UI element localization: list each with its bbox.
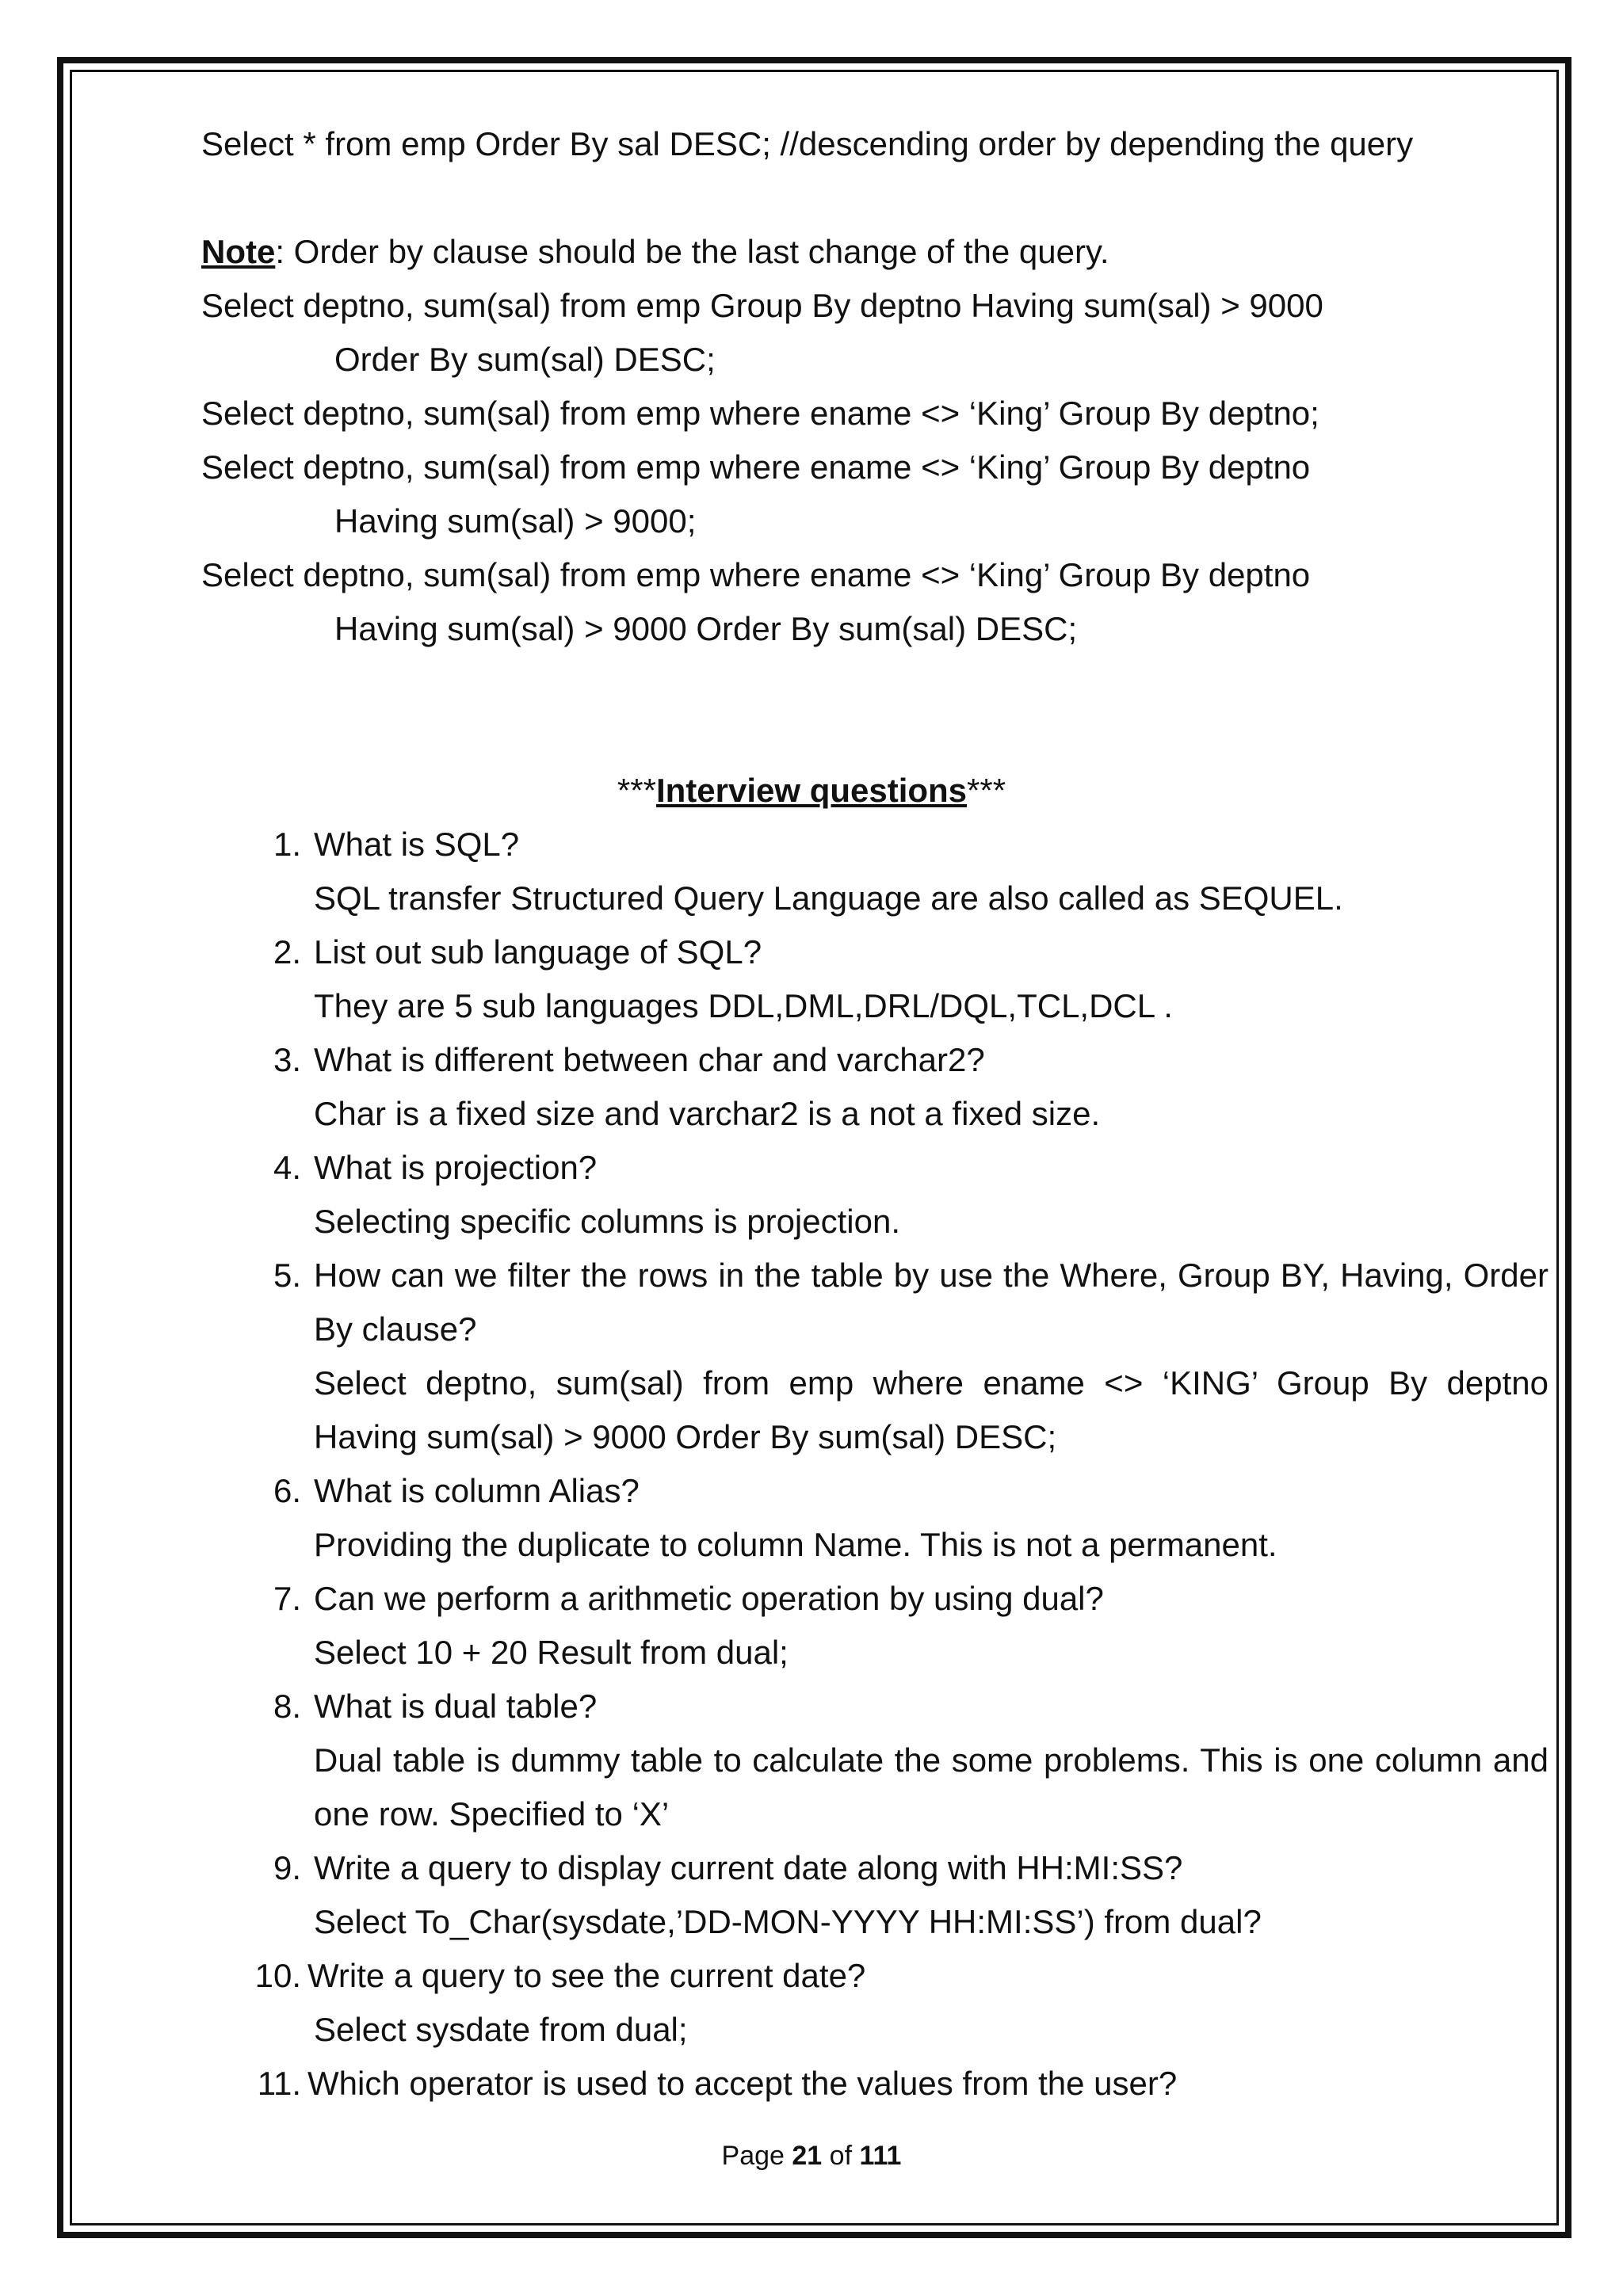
query-line: Select deptno, sum(sal) from emp where ename <> ‘King’ Group By deptno; — [201, 395, 1319, 432]
query-line: Select deptno, sum(sal) from emp where ename <> ‘King’ Group By deptno — [201, 448, 1311, 486]
question-text: Write a query to display current date along with HH:MI:SS? — [314, 1849, 1183, 1886]
heading-title: Interview questions — [655, 772, 968, 809]
question-text: Which operator is used to accept the values from the user? — [307, 2065, 1178, 2102]
query-line: Order By sum(sal) DESC; — [334, 341, 716, 378]
question-text: What is column Alias? — [314, 1472, 640, 1509]
question-number: 6. — [273, 1472, 301, 1509]
question-item — [254, 925, 1549, 1033]
document-content — [201, 117, 1549, 2111]
question-item — [254, 1033, 1549, 1141]
query-line: Having sum(sal) > 9000; — [334, 502, 697, 540]
footer-page-word: Page — [721, 2141, 785, 2171]
question-number: 4. — [273, 1149, 301, 1186]
note-label: Note — [201, 233, 276, 270]
section-heading: ***Interview questions*** — [617, 772, 1006, 809]
question-number: 8. — [273, 1688, 301, 1725]
question-number: 10. — [254, 1957, 301, 1994]
answer-text: Dual table is dummy table to calculate the some problems. This is one column and one row. Specified to ‘X’ — [314, 1741, 1549, 1833]
question-text: What is dual table? — [314, 1688, 598, 1725]
question-number: 5. — [273, 1257, 301, 1294]
answer-text: SQL transfer Structured Query Language are also called as SEQUEL. — [314, 879, 1343, 917]
question-list — [254, 818, 1549, 2111]
question-text: Can we perform a arithmetic operation by using dual? — [314, 1580, 1104, 1617]
question-number: 9. — [273, 1849, 301, 1886]
question-item — [254, 1680, 1549, 1841]
footer-current-page: 21 — [792, 2141, 823, 2171]
question-item — [254, 1141, 1549, 1249]
answer-text: Select deptno, sum(sal) from emp where ename <> ‘KING’ Group By deptno Having sum(sal) > 9000 Order By sum(sal) DESC; — [314, 1364, 1549, 1455]
query-line: Select deptno, sum(sal) from emp Group By deptno Having sum(sal) > 9000 — [201, 287, 1323, 324]
question-item — [254, 1249, 1549, 1464]
question-item — [254, 1464, 1549, 1572]
intro-line: Select * from emp Order By sal DESC; //descending order by depending the query — [201, 125, 1414, 162]
answer-text: Select sysdate from dual; — [314, 2011, 688, 2048]
note-line — [201, 225, 1549, 279]
query-line: Having sum(sal) > 9000 Order By sum(sal) DESC; — [334, 610, 1078, 647]
note-text: : Order by clause should be the last change of the query. — [275, 233, 1109, 270]
question-number: 1. — [273, 826, 301, 863]
answer-text: Char is a fixed size and varchar2 is a not a fixed size. — [314, 1095, 1101, 1132]
answer-text: Selecting specific columns is projection. — [314, 1203, 901, 1240]
question-text: What is SQL? — [314, 826, 520, 863]
footer-of-word: of — [829, 2141, 853, 2171]
answer-text: Select To_Char(sysdate,’DD-MON-YYYY HH:MI:SS’) from dual? — [314, 1903, 1262, 1940]
question-text: What is different between char and varchar2? — [314, 1041, 985, 1078]
question-item — [254, 1841, 1549, 1949]
question-number: 3. — [273, 1041, 301, 1078]
question-item — [254, 1949, 1549, 2057]
question-number: 2. — [273, 933, 301, 971]
answer-text: Select 10 + 20 Result from dual; — [314, 1634, 789, 1671]
question-text: How can we filter the rows in the table by use the Where, Group BY, Having, Order By clause? — [314, 1257, 1549, 1348]
question-item — [254, 2057, 1549, 2111]
question-item — [254, 818, 1549, 925]
question-text: Write a query to see the current date? — [307, 1957, 866, 1994]
footer-total-pages: 111 — [859, 2141, 902, 2171]
question-text: What is projection? — [314, 1149, 598, 1186]
question-text: List out sub language of SQL? — [314, 933, 762, 971]
question-number: 11. — [257, 2065, 301, 2102]
answer-text: They are 5 sub languages DDL,DML,DRL/DQL,TCL,DCL . — [314, 987, 1173, 1024]
answer-text: Providing the duplicate to column Name. This is not a permanent. — [314, 1526, 1277, 1563]
question-number: 7. — [273, 1580, 301, 1617]
question-item — [254, 1572, 1549, 1680]
page-footer — [0, 2141, 1623, 2172]
query-line: Select deptno, sum(sal) from emp where ename <> ‘King’ Group By deptno — [201, 556, 1311, 593]
